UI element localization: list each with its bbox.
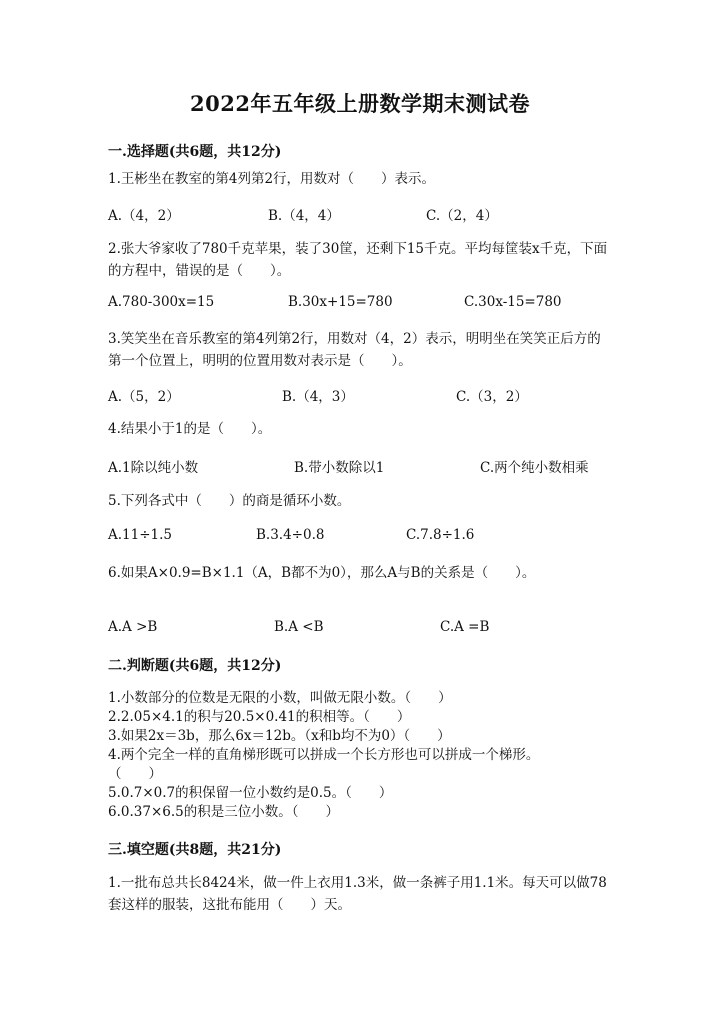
question-1-2: 2.张大爷家收了780千克苹果，装了30筐，还剩下15千克。平均每筐装x千克，下面的方程中，错误的是（ ）。 xyxy=(108,241,608,279)
option-c: C.（3，2） xyxy=(456,389,528,405)
options-1-6 xyxy=(108,619,613,639)
judge-item: 6.0.37×6.5的积是三位小数。（ ） xyxy=(108,804,339,820)
section-heading-choice: 一.选择题(共6题，共12分) xyxy=(108,144,282,160)
option-b: B.30x+15=780 xyxy=(288,294,393,310)
option-b: B.3.4÷0.8 xyxy=(256,527,325,543)
option-c: C.两个纯小数相乘 xyxy=(480,460,589,476)
option-b: B.（4，3） xyxy=(282,389,354,405)
judge-item-answer-blank: （ ） xyxy=(108,766,162,782)
option-c: C.30x-15=780 xyxy=(464,294,562,310)
option-a: A.（5，2） xyxy=(108,389,180,405)
option-c: C.A =B xyxy=(440,619,490,635)
judge-item: 2.2.05×4.1的积与20.5×0.41的积相等。（ ） xyxy=(108,709,411,725)
option-a: A.（4，2） xyxy=(108,208,180,224)
option-c: C.7.8÷1.6 xyxy=(406,527,475,543)
question-1-4: 4.结果小于1的是（ ）。 xyxy=(108,421,272,437)
option-a: A.11÷1.5 xyxy=(108,527,172,543)
option-a: A.1除以纯小数 xyxy=(108,460,199,476)
options-1-3 xyxy=(108,385,613,405)
question-1-1: 1.王彬坐在教室的第4列第2行，用数对（ ）表示。 xyxy=(108,171,436,187)
judge-item: 5.0.7×0.7的积保留一位小数约是0.5。（ ） xyxy=(108,785,393,801)
option-b: B.A <B xyxy=(274,619,324,635)
section-heading-judge: 二.判断题(共6题，共12分) xyxy=(108,658,282,674)
option-b: B.带小数除以1 xyxy=(294,460,385,476)
option-c: C.（2，4） xyxy=(426,208,498,224)
page-title: 2022年五年级上册数学期末测试卷 xyxy=(190,91,530,116)
options-1-1 xyxy=(108,204,613,224)
question-1-6: 6.如果A×0.9=B×1.1（A，B都不为0），那么A与B的关系是（ ）。 xyxy=(108,565,536,581)
section-heading-fill: 三.填空题(共8题，共21分) xyxy=(108,842,282,858)
judge-item: 1.小数部分的位数是无限的小数，叫做无限小数。（ ） xyxy=(108,690,452,706)
question-3-1: 1.一批布总共长8424米，做一件上衣用1.3米，做一条裤子用1.1米。每天可以做78套这样的服装，这批布能用（ ）天。 xyxy=(108,875,607,913)
options-1-2 xyxy=(108,294,613,314)
options-1-5 xyxy=(108,527,613,547)
question-1-3: 3.笑笑坐在音乐教室的第4列第2行，用数对（4，2）表示，明明坐在笑笑正后方的第一个位置上，明明的位置用数对表示是（ ）。 xyxy=(108,331,601,369)
options-1-4 xyxy=(108,456,613,476)
option-a: A.A >B xyxy=(108,619,158,635)
judge-item: 3.如果2x＝3b，那么6x＝12b。（x和b均不为0）（ ） xyxy=(108,728,451,744)
option-a: A.780-300x=15 xyxy=(108,294,215,310)
judge-item: 4.两个完全一样的直角梯形既可以拼成一个长方形也可以拼成一个梯形。 xyxy=(108,747,540,763)
option-b: B.（4，4） xyxy=(268,208,340,224)
question-1-5: 5.下列各式中（ ）的商是循环小数。 xyxy=(108,493,351,509)
